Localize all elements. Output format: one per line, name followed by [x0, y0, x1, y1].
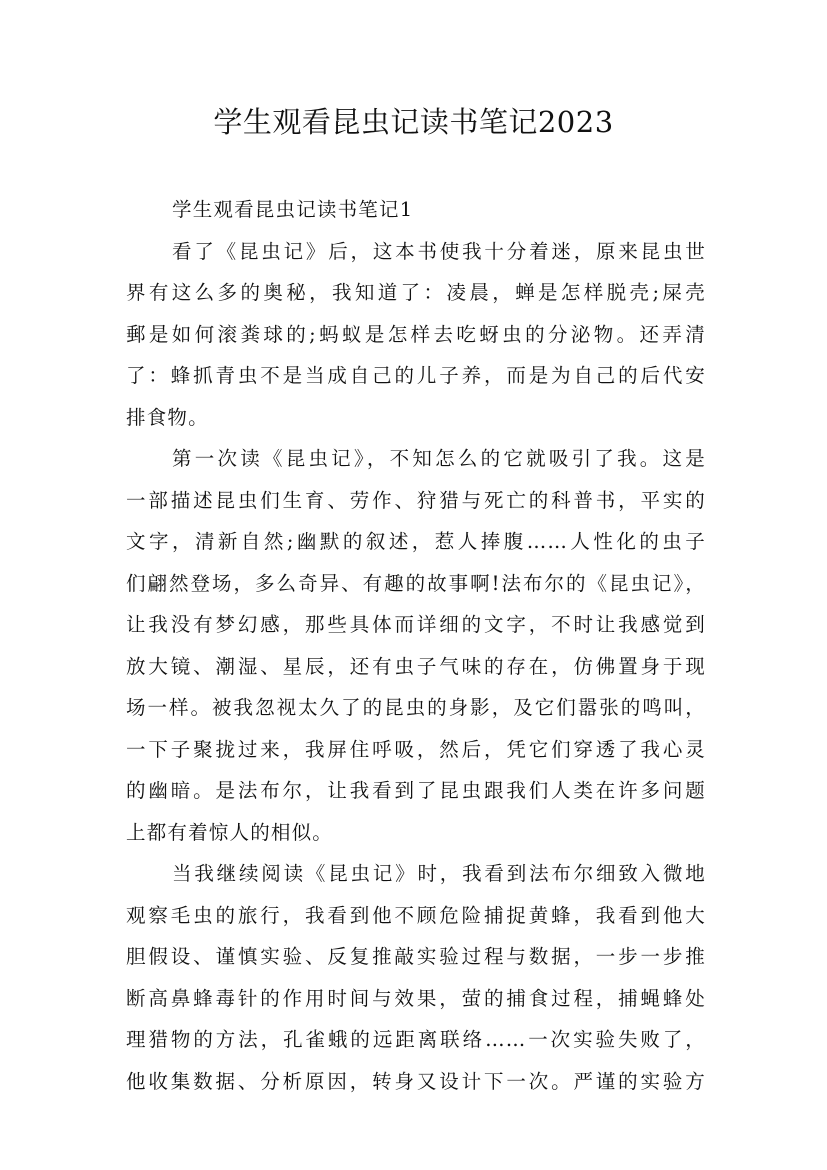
paragraph-3: [126, 853, 706, 1102]
paragraph-line: 排食物。: [126, 405, 209, 429]
paragraph-line: 观察毛虫的旅行，我看到他不顾危险捕捉黄蜂，我看到他大: [126, 903, 706, 927]
paragraph-line: 让我没有梦幻感，那些具体而详细的文字，不时让我感觉到: [126, 613, 706, 636]
document-title: 学生观看昆虫记读书笔记2023: [213, 105, 614, 139]
paragraph-line: 郵是如何滚粪球的;蚂蚁是怎样去吃蚜虫的分泌物。还弄清: [126, 322, 706, 346]
paragraph-line: 了：蜂抓青虫不是当成自己的儿子养，而是为自己的后代安: [126, 364, 706, 387]
paragraph-line: 他收集数据、分析原因，转身又设计下一次。严谨的实验方: [126, 1069, 706, 1093]
paragraph-line: 第一次读《昆虫记》，不知怎么的它就吸引了我。这是: [172, 447, 706, 470]
paragraph-1: [126, 231, 706, 439]
paragraph-line: 断高鼻蜂毒针的作用时间与效果，萤的捕食过程，捕蝇蜂处: [126, 986, 706, 1010]
paragraph-line: 的幽暗。是法布尔，让我看到了昆虫跟我们人类在许多问题: [126, 779, 706, 802]
paragraph-line: 界有这么多的奥秘，我知道了：凌晨，蝉是怎样脱壳;屎壳: [126, 281, 706, 304]
paragraph-line: 放大镜、潮湿、星辰，还有虫子气味的存在，仿佛置身于现: [126, 654, 706, 678]
section-subtitle: 学生观看昆虫记读书笔记1: [172, 198, 414, 221]
paragraph-line: 当我继续阅读《昆虫记》时，我看到法布尔细致入微地: [172, 862, 706, 885]
paragraph-line: 胆假设、谨慎实验、反复推敲实验过程与数据，一步一步推: [126, 945, 706, 968]
paragraph-line: 文字，清新自然;幽默的叙述，惹人捧腹……人性化的虫子: [126, 530, 706, 553]
paragraph-line: 看了《昆虫记》后，这本书使我十分着迷，原来昆虫世: [172, 239, 706, 263]
paragraph-line: 上都有着惊人的相似。: [126, 820, 334, 844]
paragraph-2: [126, 438, 706, 853]
paragraph-line: 一部描述昆虫们生育、劳作、狩猎与死亡的科普书，平实的: [126, 488, 706, 512]
document-body: [126, 189, 706, 1102]
paragraph-line: 一下子聚拢过来，我屏住呼吸，然后，凭它们穿透了我心灵: [126, 737, 706, 761]
paragraph-line: 理猎物的方法，孔雀蛾的远距离联络……一次实验失败了，: [126, 1028, 706, 1051]
paragraph-line: 场一样。被我忽视太久了的昆虫的身影，及它们嚣张的鸣叫，: [126, 696, 706, 719]
paragraph-line: 们翩然登场，多么奇异、有趣的故事啊!法布尔的《昆虫记》，: [126, 571, 706, 595]
